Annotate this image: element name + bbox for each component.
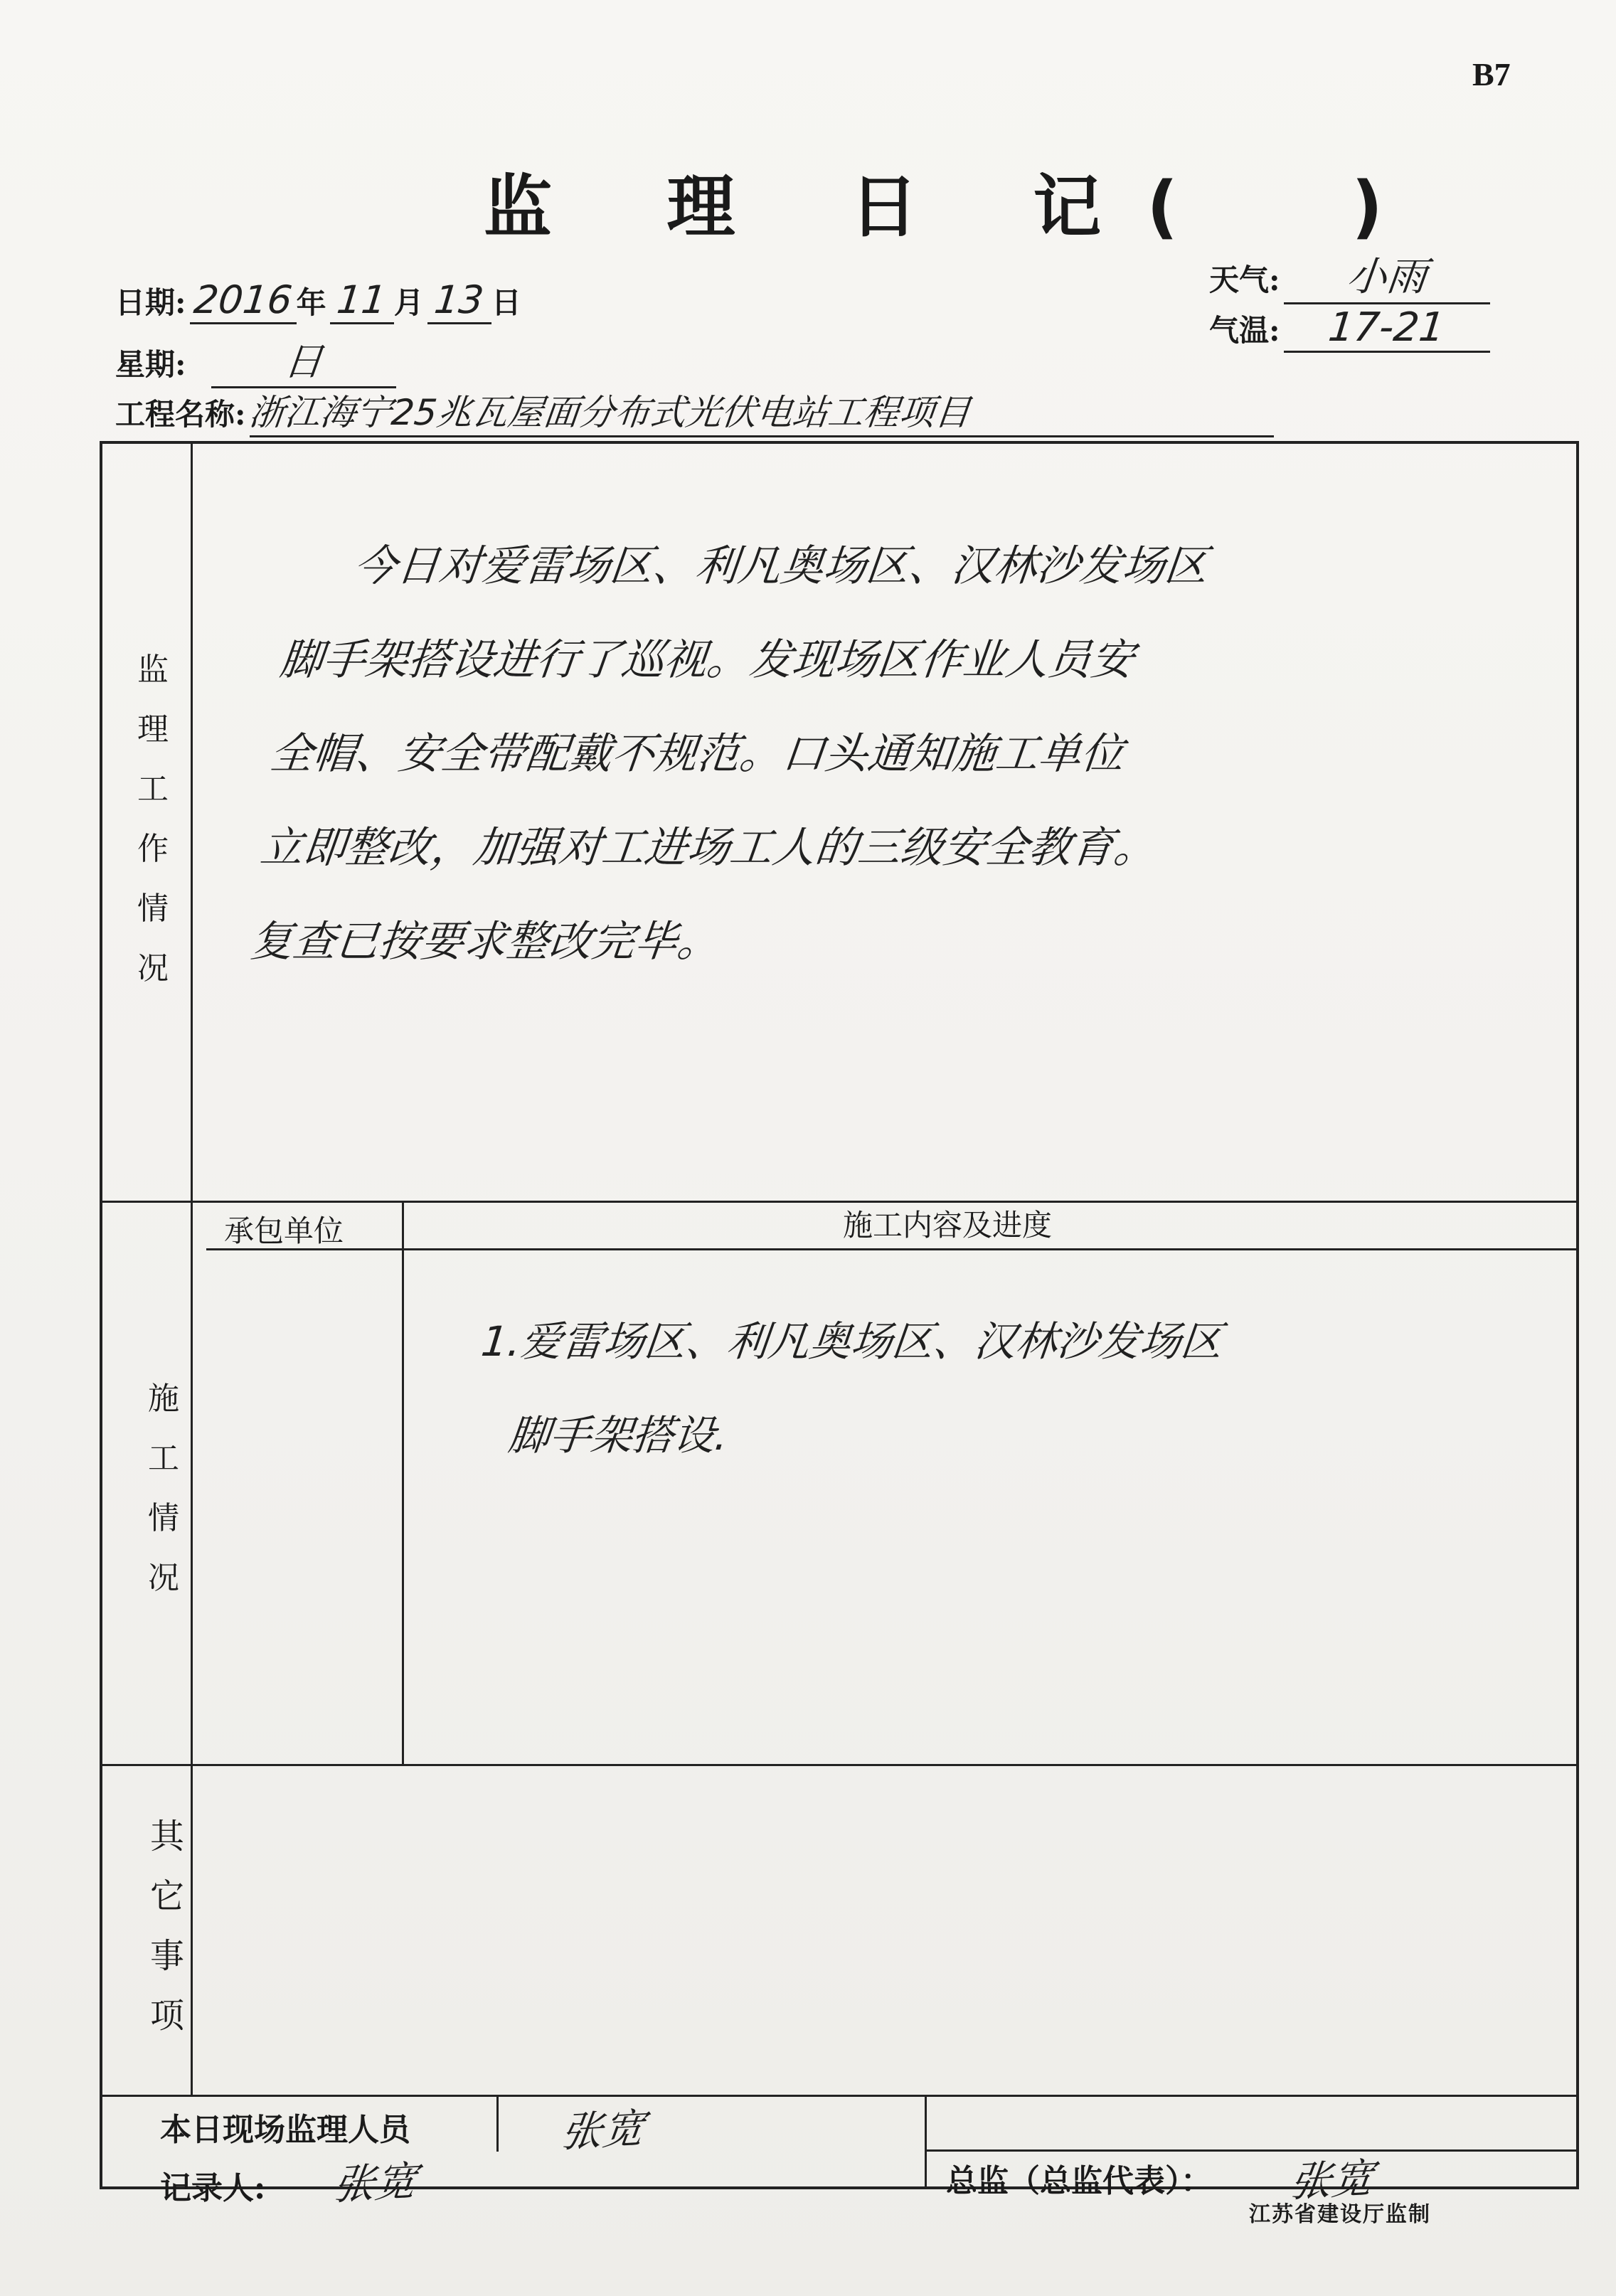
weather-label: 天气: xyxy=(1209,262,1280,297)
date-month: 11 xyxy=(335,277,389,322)
day-unit: 日 xyxy=(491,285,521,320)
date-year: 2016 xyxy=(191,277,294,322)
form-code: B7 xyxy=(1472,56,1511,92)
weekday-line xyxy=(115,331,396,388)
title-close: ) xyxy=(1351,167,1429,247)
temp-label: 气温: xyxy=(1209,313,1280,348)
row-divider-supervision xyxy=(100,1201,1579,1203)
recorder-signature: 张宽 xyxy=(330,2157,420,2209)
project-value: 浙江海宁25兆瓦屋面分布式光伏电站工程项目 xyxy=(247,392,972,433)
construction-content: 1.爱雷场区、利凡奥场区、汉林沙发场区 脚手架搭设. xyxy=(479,1317,1225,1460)
project-label: 工程名称: xyxy=(115,397,246,432)
title-main: 监 理 日 记( xyxy=(484,167,1224,247)
contractor-column-divider xyxy=(402,1201,404,1764)
date-line xyxy=(115,277,521,324)
chief-supervisor-signature: 张宽 xyxy=(1287,2154,1377,2206)
date-day: 13 xyxy=(432,277,487,322)
row-divider-construction xyxy=(100,1764,1579,1766)
footer-divider-chief xyxy=(925,2095,927,2189)
row-divider-other xyxy=(100,2095,1579,2097)
contractor-header: 承包单位 xyxy=(224,1213,344,1248)
supervision-content: 今日对爱雷场区、利凡奥场区、汉林沙发场区 脚手架搭设进行了巡视。发现场区作业人员安 全帽、安全带配戴不规范。口头通知施工单位 立即整改，加强对工进场工人的三级安全教育。 复查已按要求整改完毕。 xyxy=(248,541,1211,967)
page-title xyxy=(484,153,1429,250)
supervision-section-label: 监 理 工 作 情 况 xyxy=(137,652,169,987)
recorder-label: 记录人: xyxy=(160,2170,266,2206)
row-divider-footer xyxy=(925,2149,1579,2152)
row-divider-construction-header xyxy=(206,1248,1579,1250)
month-unit: 月 xyxy=(393,285,424,320)
other-section-label: 其 它 事 项 xyxy=(149,1817,184,2036)
issuer-note: 江苏省建设厅监制 xyxy=(1249,2202,1431,2227)
date-label: 日期: xyxy=(115,285,186,320)
content-header: 施工内容及进度 xyxy=(843,1208,1053,1243)
temperature-line xyxy=(1209,304,1490,353)
weekday-label: 星期: xyxy=(115,347,186,382)
construction-section-label: 施 工 情 况 xyxy=(148,1381,179,1596)
year-unit: 年 xyxy=(296,285,326,320)
weather-value: 小雨 xyxy=(1344,254,1429,300)
footer-divider-onsite xyxy=(496,2095,499,2152)
weekday-value: 日 xyxy=(281,339,325,384)
chief-supervisor-label: 总监（总监代表）： xyxy=(946,2163,1212,2199)
onsite-staff-label: 本日现场监理人员 xyxy=(160,2112,410,2148)
temp-value: 17-21 xyxy=(1326,304,1447,351)
onsite-staff-signature: 张宽 xyxy=(558,2104,648,2157)
project-line xyxy=(115,384,1274,437)
weather-line xyxy=(1209,245,1490,304)
